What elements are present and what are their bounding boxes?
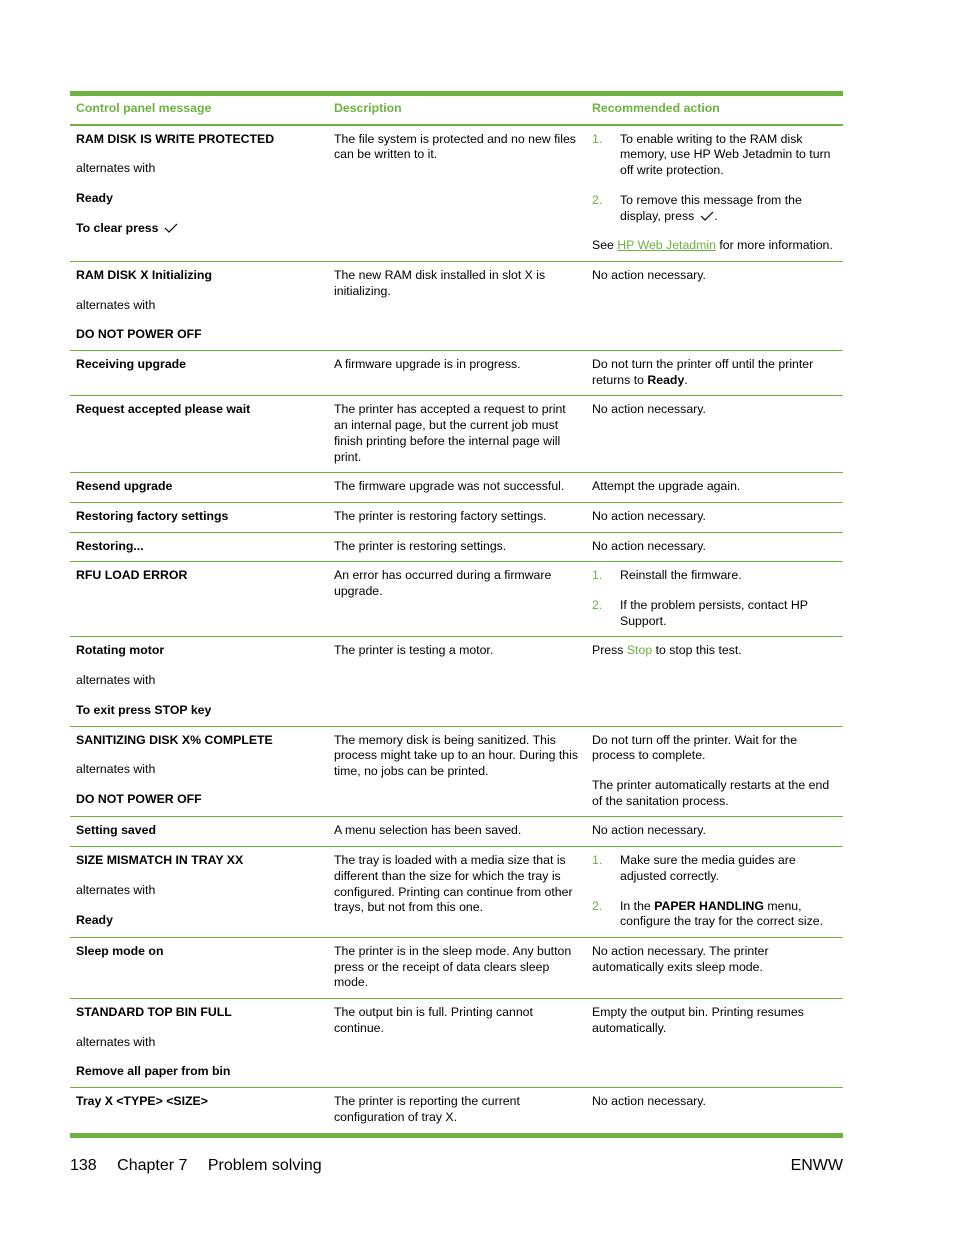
message-line bbox=[76, 823, 322, 839]
header-message: Control panel message bbox=[70, 96, 328, 125]
section-label: Problem solving bbox=[207, 1157, 322, 1174]
message-line bbox=[76, 1035, 322, 1051]
description-cell: A firmware upgrade is in progress. bbox=[328, 351, 586, 396]
table-row bbox=[70, 473, 843, 503]
message-line bbox=[76, 762, 322, 778]
table-row bbox=[70, 1088, 843, 1133]
message-text: To exit press STOP key bbox=[76, 702, 212, 717]
action-cell bbox=[586, 562, 843, 637]
action-cell bbox=[586, 125, 843, 262]
message-cell bbox=[70, 532, 328, 562]
message-text: Restoring... bbox=[76, 538, 144, 553]
step-number: 2. bbox=[592, 192, 603, 207]
step-text: . bbox=[714, 208, 718, 223]
message-text: alternates with bbox=[76, 882, 156, 897]
message-text: Request accepted please wait bbox=[76, 402, 251, 417]
see-prefix: See bbox=[592, 238, 618, 253]
page-number: 138 bbox=[70, 1157, 97, 1174]
message-text: alternates with bbox=[76, 297, 156, 312]
action-cell: No action necessary. bbox=[586, 817, 843, 847]
message-text: DO NOT POWER OFF bbox=[76, 327, 202, 342]
action-cell: Attempt the upgrade again. bbox=[586, 473, 843, 503]
message-text: Remove all paper from bin bbox=[76, 1064, 231, 1079]
message-line bbox=[76, 853, 322, 869]
table-row bbox=[70, 562, 843, 637]
table-row bbox=[70, 125, 843, 262]
message-text: Ready bbox=[76, 912, 113, 927]
message-cell bbox=[70, 125, 328, 262]
table-row bbox=[70, 937, 843, 998]
message-line bbox=[76, 161, 322, 177]
step-text: To enable writing to the RAM disk memory, use HP Web Jetadmin to turn off write protection. bbox=[620, 131, 831, 178]
action-steps bbox=[592, 568, 837, 629]
message-cell bbox=[70, 999, 328, 1088]
message-cell bbox=[70, 847, 328, 938]
message-cell bbox=[70, 1088, 328, 1133]
action-cell: No action necessary. bbox=[586, 502, 843, 532]
table-row bbox=[70, 261, 843, 350]
table-header-row bbox=[70, 96, 843, 125]
table-row bbox=[70, 726, 843, 817]
table-row bbox=[70, 999, 843, 1088]
action-cell bbox=[586, 726, 843, 817]
message-text: RAM DISK IS WRITE PROTECTED bbox=[76, 131, 275, 146]
message-line bbox=[76, 327, 322, 343]
action-cell: No action necessary. The printer automatically exits sleep mode. bbox=[586, 937, 843, 998]
action-step bbox=[592, 568, 837, 584]
table-row bbox=[70, 351, 843, 396]
message-line bbox=[76, 673, 322, 689]
description-cell: The printer is in the sleep mode. Any button press or the receipt of data clears sleep mode. bbox=[328, 937, 586, 998]
header-description: Description bbox=[328, 96, 586, 125]
message-line bbox=[76, 357, 322, 373]
action-cell: No action necessary. bbox=[586, 261, 843, 350]
description-cell: The printer has accepted a request to print an internal page, but the current job must finish printing before the internal page will print. bbox=[328, 396, 586, 473]
description-cell: The tray is loaded with a media size that is different than the size for which the tray is configured. Printing can continue from other trays, but not from this one. bbox=[328, 847, 586, 938]
step-text: Reinstall the firmware. bbox=[620, 568, 742, 583]
action-step bbox=[592, 853, 837, 884]
action-step bbox=[592, 598, 837, 629]
action-text: Press bbox=[592, 643, 627, 658]
step-text: Make sure the media guides are adjusted correctly. bbox=[620, 853, 796, 883]
action-paragraph: Do not turn off the printer. Wait for the process to complete. bbox=[592, 732, 798, 763]
step-number: 2. bbox=[592, 598, 603, 613]
message-line bbox=[76, 509, 322, 525]
message-text: Rotating motor bbox=[76, 643, 165, 658]
message-line bbox=[76, 221, 322, 237]
message-line bbox=[76, 539, 322, 555]
message-line bbox=[76, 132, 322, 148]
action-text: Do not turn the printer off until the printer returns to bbox=[592, 357, 814, 387]
action-steps bbox=[592, 132, 837, 225]
message-cell bbox=[70, 502, 328, 532]
action-step bbox=[592, 132, 837, 179]
message-line bbox=[76, 944, 322, 960]
action-text: to stop this test. bbox=[652, 643, 742, 658]
message-line bbox=[76, 268, 322, 284]
see-suffix: for more information. bbox=[715, 238, 833, 253]
table-row bbox=[70, 847, 843, 938]
description-cell: The firmware upgrade was not successful. bbox=[328, 473, 586, 503]
message-line bbox=[76, 643, 322, 659]
message-text: Setting saved bbox=[76, 823, 156, 838]
step-number: 1. bbox=[592, 853, 603, 868]
action-cell: No action necessary. bbox=[592, 1094, 706, 1109]
message-line bbox=[76, 402, 322, 418]
description-cell: The new RAM disk installed in slot X is initializing. bbox=[328, 261, 586, 350]
message-text: Resend upgrade bbox=[76, 479, 173, 494]
message-cell bbox=[70, 637, 328, 726]
step-number: 1. bbox=[592, 568, 603, 583]
message-text: SANITIZING DISK X% COMPLETE bbox=[76, 732, 273, 747]
step-number: 2. bbox=[592, 898, 603, 913]
action-cell bbox=[586, 847, 843, 938]
message-text: Ready bbox=[76, 191, 113, 206]
message-cell bbox=[70, 937, 328, 998]
table-row bbox=[70, 396, 843, 473]
message-text: RFU LOAD ERROR bbox=[76, 568, 188, 583]
step-text: To remove this message from the display, press bbox=[620, 192, 802, 223]
table-row bbox=[70, 637, 843, 726]
description-cell: The file system is protected and no new files can be written to it. bbox=[328, 125, 586, 262]
description-cell: The printer is reporting the current configuration of tray X. bbox=[334, 1094, 520, 1124]
table-row bbox=[70, 502, 843, 532]
step-text: menu, configure the tray for the correct size. bbox=[620, 898, 823, 929]
table-row bbox=[70, 532, 843, 562]
action-steps bbox=[592, 853, 837, 930]
message-text: To clear press bbox=[76, 220, 159, 235]
message-cell bbox=[70, 351, 328, 396]
message-line bbox=[76, 733, 322, 749]
message-cell bbox=[70, 261, 328, 350]
action-step bbox=[592, 899, 837, 930]
step-text: In the bbox=[620, 898, 655, 913]
message-line bbox=[76, 1094, 322, 1110]
message-text: DO NOT POWER OFF bbox=[76, 791, 202, 806]
action-cell: No action necessary. bbox=[586, 532, 843, 562]
description-cell: The output bin is full. Printing cannot continue. bbox=[328, 999, 586, 1088]
message-cell bbox=[70, 817, 328, 847]
message-text: alternates with bbox=[76, 161, 156, 176]
page-footer bbox=[70, 1157, 843, 1179]
step-text: If the problem persists, contact HP Support. bbox=[620, 598, 808, 628]
messages-table bbox=[70, 96, 843, 1133]
message-line bbox=[76, 1005, 322, 1021]
description-cell: An error has occurred during a firmware upgrade. bbox=[328, 562, 586, 637]
message-line bbox=[76, 298, 322, 314]
action-cell: Empty the output bin. Printing resumes automatically. bbox=[586, 999, 843, 1088]
action-step bbox=[592, 193, 837, 224]
action-cell: No action necessary. bbox=[586, 396, 843, 473]
checkmark-icon bbox=[700, 211, 714, 221]
action-text: . bbox=[684, 372, 688, 387]
message-text: Restoring factory settings bbox=[76, 508, 229, 523]
message-line bbox=[76, 883, 322, 899]
message-line bbox=[76, 1064, 322, 1080]
message-text: alternates with bbox=[76, 673, 156, 688]
message-text: alternates with bbox=[76, 1034, 156, 1049]
message-text: alternates with bbox=[76, 762, 156, 777]
message-cell bbox=[70, 396, 328, 473]
step-number: 1. bbox=[592, 131, 603, 146]
message-line bbox=[76, 792, 322, 808]
hp-web-jetadmin-link[interactable]: HP Web Jetadmin bbox=[617, 238, 716, 253]
description-cell: The printer is restoring factory settings. bbox=[328, 502, 586, 532]
message-text: RAM DISK X Initializing bbox=[76, 267, 212, 282]
action-cell bbox=[586, 351, 843, 396]
action-paragraph: The printer automatically restarts at the end of the sanitation process. bbox=[592, 777, 830, 808]
message-cell bbox=[70, 473, 328, 503]
message-line bbox=[76, 703, 322, 719]
header-action: Recommended action bbox=[586, 96, 843, 125]
message-text: STANDARD TOP BIN FULL bbox=[76, 1005, 232, 1020]
table-bottom-rule bbox=[70, 1133, 843, 1138]
description-cell: The memory disk is being sanitized. This process might take up to an hour. During this time, no jobs can be printed. bbox=[328, 726, 586, 817]
description-cell: The printer is restoring settings. bbox=[328, 532, 586, 562]
action-bold-text: Ready bbox=[647, 372, 685, 387]
action-cell bbox=[586, 637, 843, 726]
see-also-text bbox=[592, 238, 837, 254]
table-row bbox=[70, 817, 843, 847]
footer-right-label: ENWW bbox=[790, 1157, 843, 1174]
checkmark-icon bbox=[164, 223, 178, 233]
message-line bbox=[76, 913, 322, 929]
message-cell bbox=[70, 726, 328, 817]
message-text: Receiving upgrade bbox=[76, 357, 187, 372]
description-cell: A menu selection has been saved. bbox=[328, 817, 586, 847]
message-text: Tray X <TYPE> <SIZE> bbox=[76, 1094, 208, 1109]
message-line bbox=[76, 479, 322, 495]
message-text: SIZE MISMATCH IN TRAY XX bbox=[76, 853, 244, 868]
stop-key-label: Stop bbox=[626, 643, 653, 658]
step-bold-text: PAPER HANDLING bbox=[654, 898, 764, 913]
message-text: Sleep mode on bbox=[76, 943, 164, 958]
message-cell bbox=[70, 562, 328, 637]
message-line bbox=[76, 568, 322, 584]
description-cell: The printer is testing a motor. bbox=[328, 637, 586, 726]
chapter-label: Chapter 7 bbox=[117, 1157, 188, 1174]
message-line bbox=[76, 191, 322, 207]
